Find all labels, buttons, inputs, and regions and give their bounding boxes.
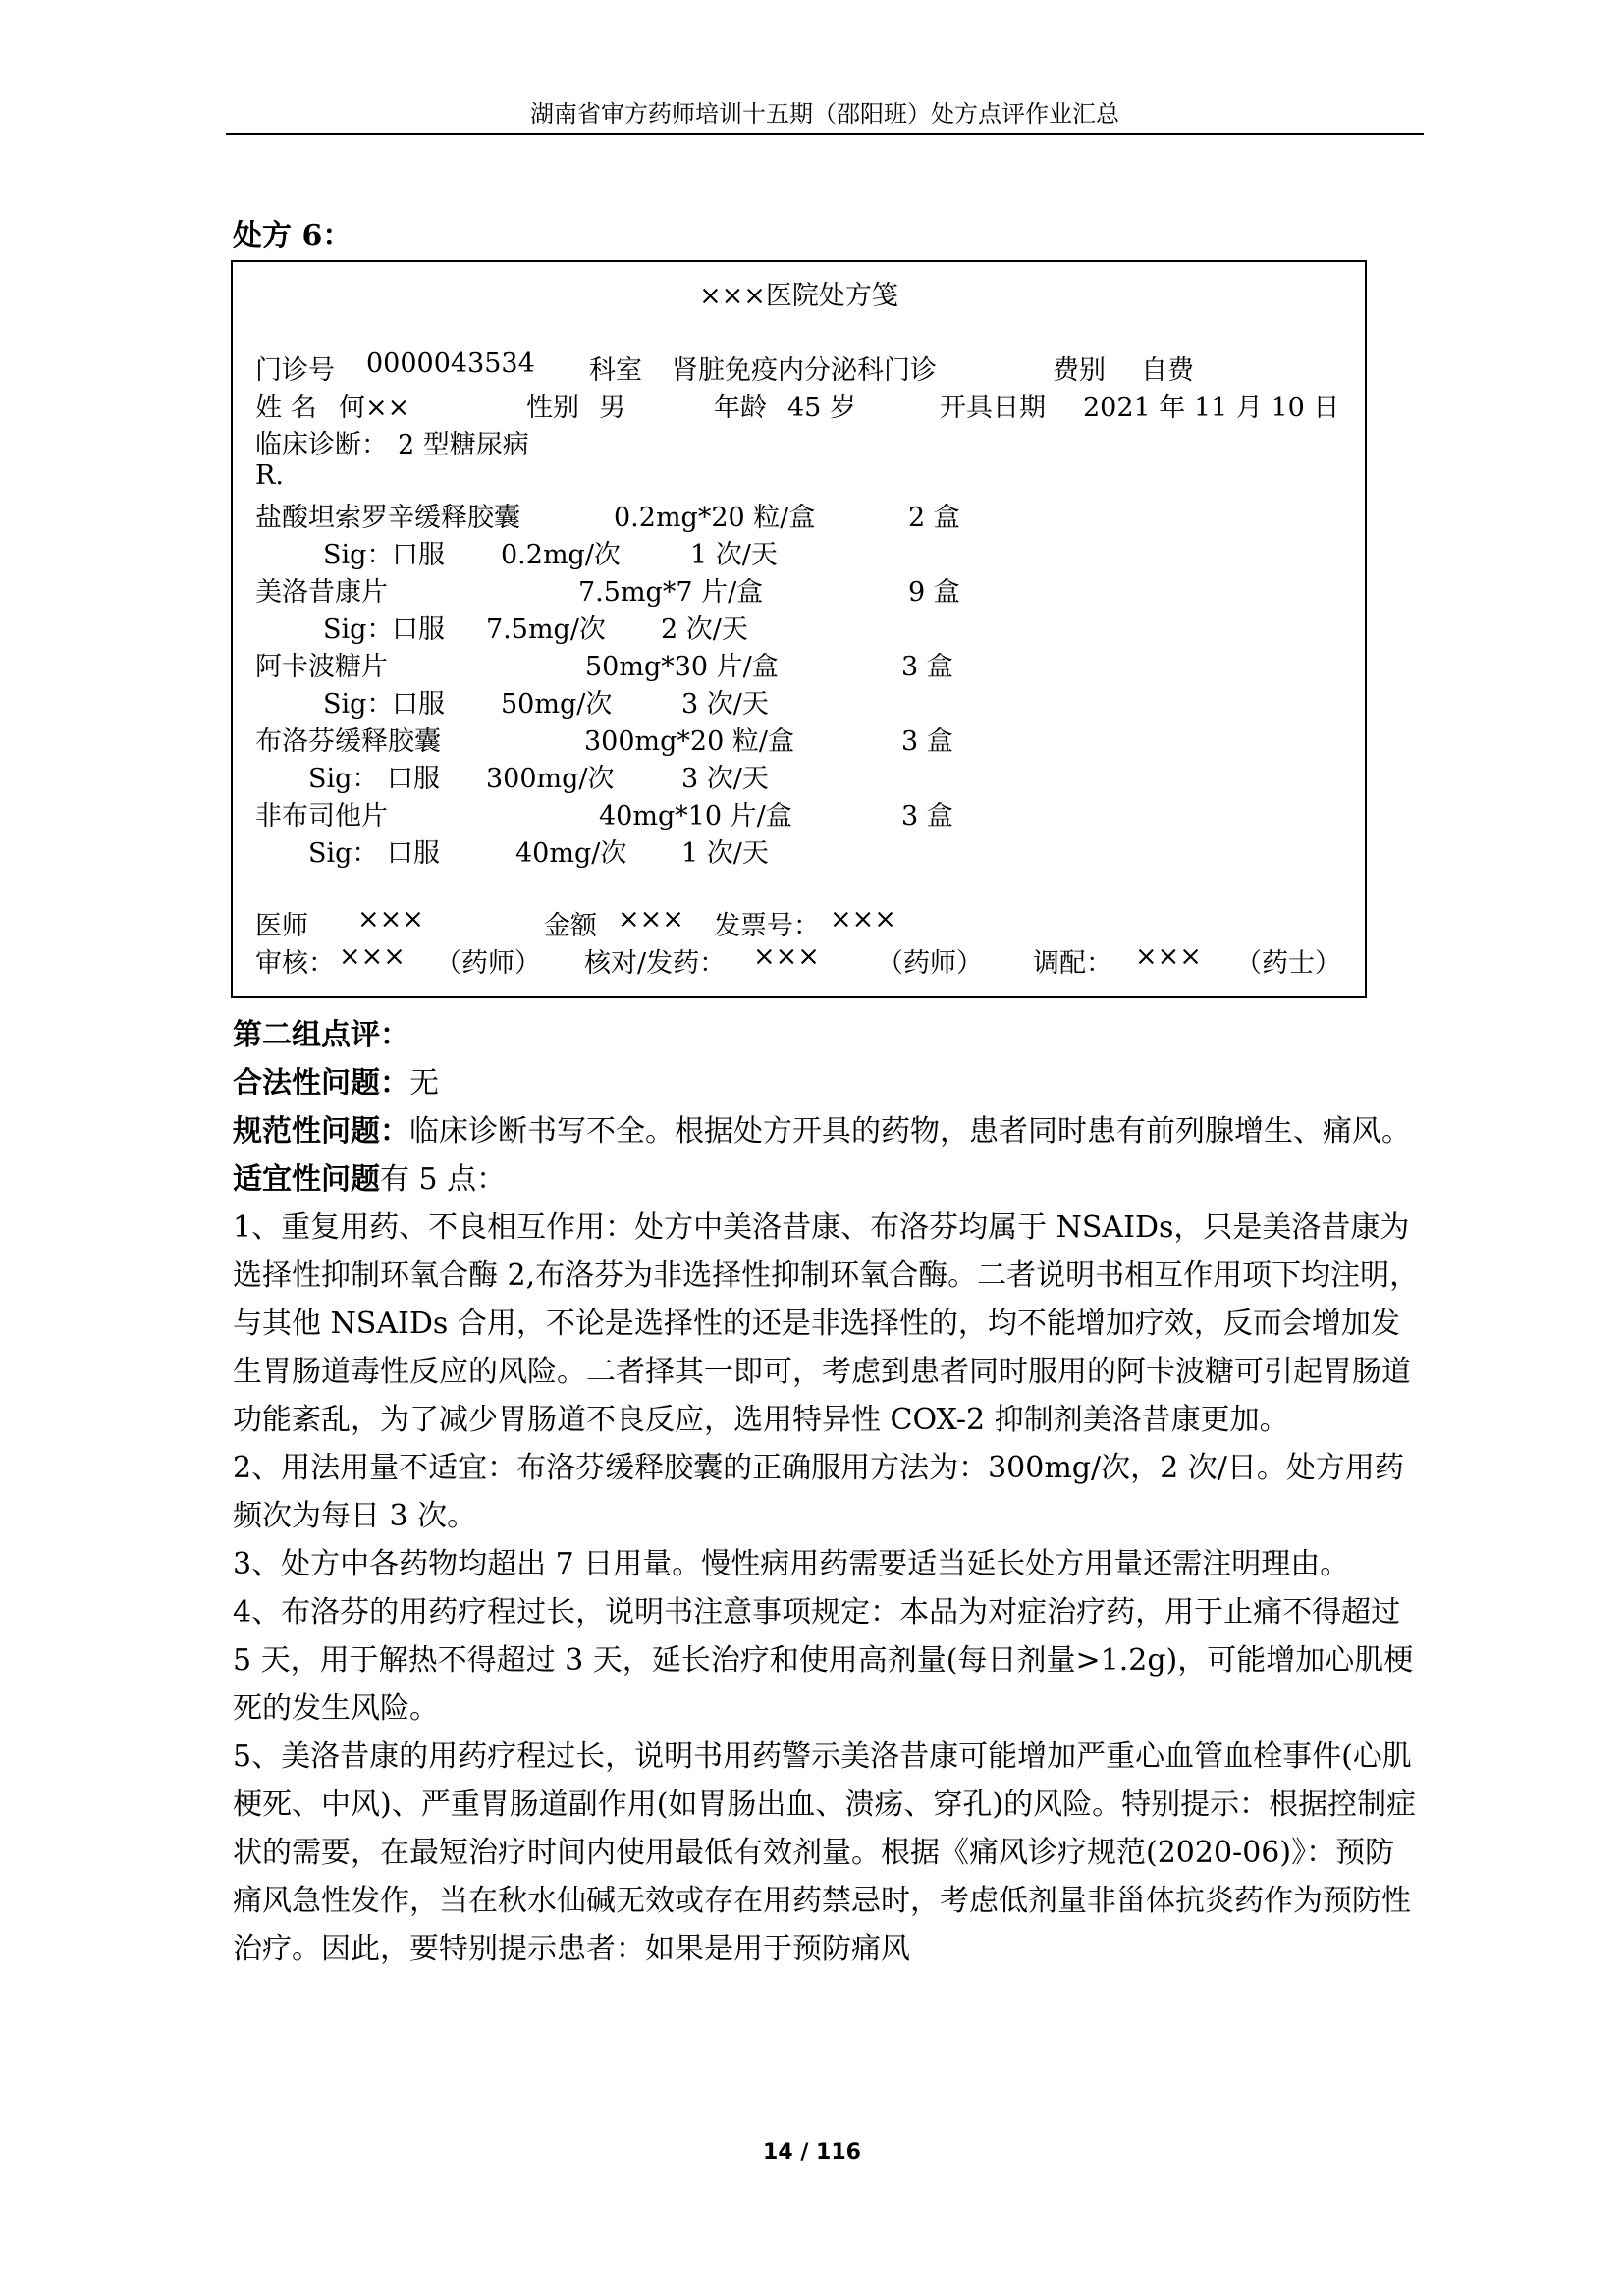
fee-type: 自费 (1141, 355, 1194, 386)
issue-date-label: 开具日期 (940, 393, 1046, 423)
dispenser: ××× (1135, 941, 1202, 972)
drug-dose: 300mg/次 (486, 764, 615, 794)
drug-spec: 300mg*20 粒/盒 (584, 726, 794, 757)
check-dispense-label: 核对/发药： (584, 948, 727, 979)
reviewer-role: （药师） (435, 948, 541, 979)
drug-frequency: 3 次/天 (681, 764, 769, 794)
amount: ××× (618, 904, 684, 934)
drug-sig: Sig： (308, 838, 379, 869)
prescription-number: 处方 6： (233, 219, 352, 253)
drug-dose: 40mg/次 (515, 838, 627, 869)
group-review-title: 第二组点评： (233, 1018, 409, 1052)
dispenser-role: （药士） (1235, 948, 1341, 979)
doctor-label: 医师 (255, 911, 308, 941)
drug-route: 口服 (387, 838, 440, 869)
outpatient-label: 门诊号 (255, 355, 335, 386)
legality-label: 合法性问题： (233, 1066, 409, 1100)
drug-sig: Sig： (323, 614, 394, 645)
sex-label: 性别 (526, 393, 579, 423)
review-point: 3、处方中各药物均超出 7 日用量。慢性病用药需要适当延长处方用量还需注明理由。 (233, 1547, 1350, 1581)
legality-issue (233, 1059, 1423, 1107)
review-label: 审核： (255, 948, 335, 979)
review-section (233, 1011, 1423, 1973)
drug-name: 阿卡波糖片 (255, 652, 388, 682)
fee-type-label: 费别 (1053, 355, 1106, 386)
drug-quantity: 3 盒 (901, 726, 953, 757)
reviewer: ××× (339, 941, 406, 972)
patient-name-label: 姓 名 (255, 393, 317, 423)
drug-frequency: 3 次/天 (681, 689, 769, 720)
drug-spec: 50mg*30 片/盒 (585, 652, 779, 682)
age-label: 年龄 (714, 393, 767, 423)
department-label: 科室 (589, 355, 642, 386)
dispense-label: 调配： (1033, 948, 1112, 979)
drug-quantity: 9 盒 (908, 577, 960, 608)
drug-quantity: 3 盒 (901, 652, 953, 682)
drug-frequency: 2 次/天 (661, 614, 748, 645)
drug-spec: 40mg*10 片/盒 (599, 801, 792, 831)
page-number: 14 / 116 (763, 2140, 861, 2164)
outpatient-number: 0000043534 (366, 348, 535, 379)
invoice-label: 发票号： (714, 911, 820, 941)
review-point: 5、美洛昔康的用药疗程过长，说明书用药警示美洛昔康可能增加严重心血管血栓事件(心肌梗死、中风)、严重胃肠道副作用(如胃肠出血、溃疡、穿孔)的风险。特别提示：根据控制症状的需要，在最短治疗时间内使用最低有效剂量。根据《痛风诊疗规范(2020-06)》：预防痛风急性发作，当在秋水仙碱无效或存在用药禁忌时，考虑低剂量非甾体抗炎药作为预防性治疗。因此，要特别提示患者：如果是用于预防痛风 (233, 1739, 1417, 1966)
drug-spec: 7.5mg*7 片/盒 (578, 577, 764, 608)
drug-dose: 0.2mg/次 (501, 540, 621, 570)
diagnosis: 2 型糖尿病 (398, 430, 529, 460)
drug-route: 口服 (387, 764, 440, 794)
rx-mark: R. (255, 460, 284, 491)
drug-name: 非布司他片 (255, 801, 388, 831)
prescription-form (231, 260, 1367, 998)
diagnosis-label: 临床诊断： (255, 430, 388, 460)
amount-label: 金额 (544, 911, 597, 941)
drug-quantity: 3 盒 (901, 801, 953, 831)
suitability-issue (233, 1155, 1423, 1203)
drug-route: 口服 (392, 614, 445, 645)
invoice-number: ××× (830, 904, 896, 934)
drug-route: 口服 (392, 689, 445, 720)
review-point: 1、重复用药、不良相互作用：处方中美洛昔康、布洛芬均属于 NSAIDs，只是美洛昔康为选择性抑制环氧合酶 2,布洛芬为非选择性抑制环氧合酶。二者说明书相互作用项下均注明，与其他 NSAIDs 合用，不论是选择性的还是非选择性的，均不能增加疗效，反而会增加发生胃肠道毒性反应的风险。二者择其一即可，考虑到患者同时服用的阿卡波糖可引起胃肠道功能紊乱，为了减少胃肠道不良反应，选用特异性 COX-2 抑制剂美洛昔康更加。 (233, 1210, 1420, 1437)
drug-name: 布洛芬缓释胶囊 (255, 726, 441, 757)
drug-dose: 7.5mg/次 (486, 614, 606, 645)
page-header-title: 湖南省审方药师培训十五期（邵阳班）处方点评作业汇总 (530, 100, 1119, 128)
normativity-label: 规范性问题： (233, 1114, 409, 1148)
review-point: 4、布洛芬的用药疗程过长，说明书注意事项规定：本品为对症治疗药，用于止痛不得超过 5 天，用于解热不得超过 3 天，延长治疗和使用高剂量(每日剂量>1.2g)，可能增加心肌梗死的发生风险。 (233, 1595, 1414, 1726)
issue-date: 2021 年 11 月 10 日 (1083, 393, 1340, 423)
drug-name: 盐酸坦索罗辛缓释胶囊 (255, 503, 520, 533)
suitability-label: 适宜性问题 (233, 1162, 380, 1197)
header-rule (226, 133, 1424, 135)
review-point: 2、用法用量不适宜：布洛芬缓释胶囊的正确服用方法为：300mg/次，2 次/日。处方用药频次为每日 3 次。 (233, 1451, 1404, 1533)
drug-sig: Sig： (308, 764, 379, 794)
checker: ××× (753, 941, 820, 972)
age: 45 岁 (787, 393, 856, 423)
sex: 男 (599, 393, 625, 423)
normativity-text: 临床诊断书写不全。根据处方开具的药物，患者同时患有前列腺增生、痛风。 (409, 1114, 1411, 1148)
legality-text: 无 (409, 1066, 439, 1100)
suitability-text: 有 5 点： (380, 1162, 507, 1197)
drug-route: 口服 (392, 540, 445, 570)
department: 肾脏免疫内分泌科门诊 (672, 355, 937, 386)
drug-quantity: 2 盒 (908, 503, 960, 533)
patient-name: 何×× (339, 393, 410, 423)
normativity-issue (233, 1107, 1423, 1155)
drug-sig: Sig： (323, 689, 394, 720)
checker-role: （药师） (877, 948, 983, 979)
drug-frequency: 1 次/天 (690, 540, 778, 570)
doctor: ××× (357, 904, 424, 934)
drug-sig: Sig： (323, 540, 394, 570)
drug-frequency: 1 次/天 (681, 838, 769, 869)
drug-name: 美洛昔康片 (255, 577, 388, 608)
prescription-hospital-title: ×××医院处方笺 (699, 281, 898, 311)
drug-spec: 0.2mg*20 粒/盒 (614, 503, 816, 533)
drug-dose: 50mg/次 (501, 689, 613, 720)
